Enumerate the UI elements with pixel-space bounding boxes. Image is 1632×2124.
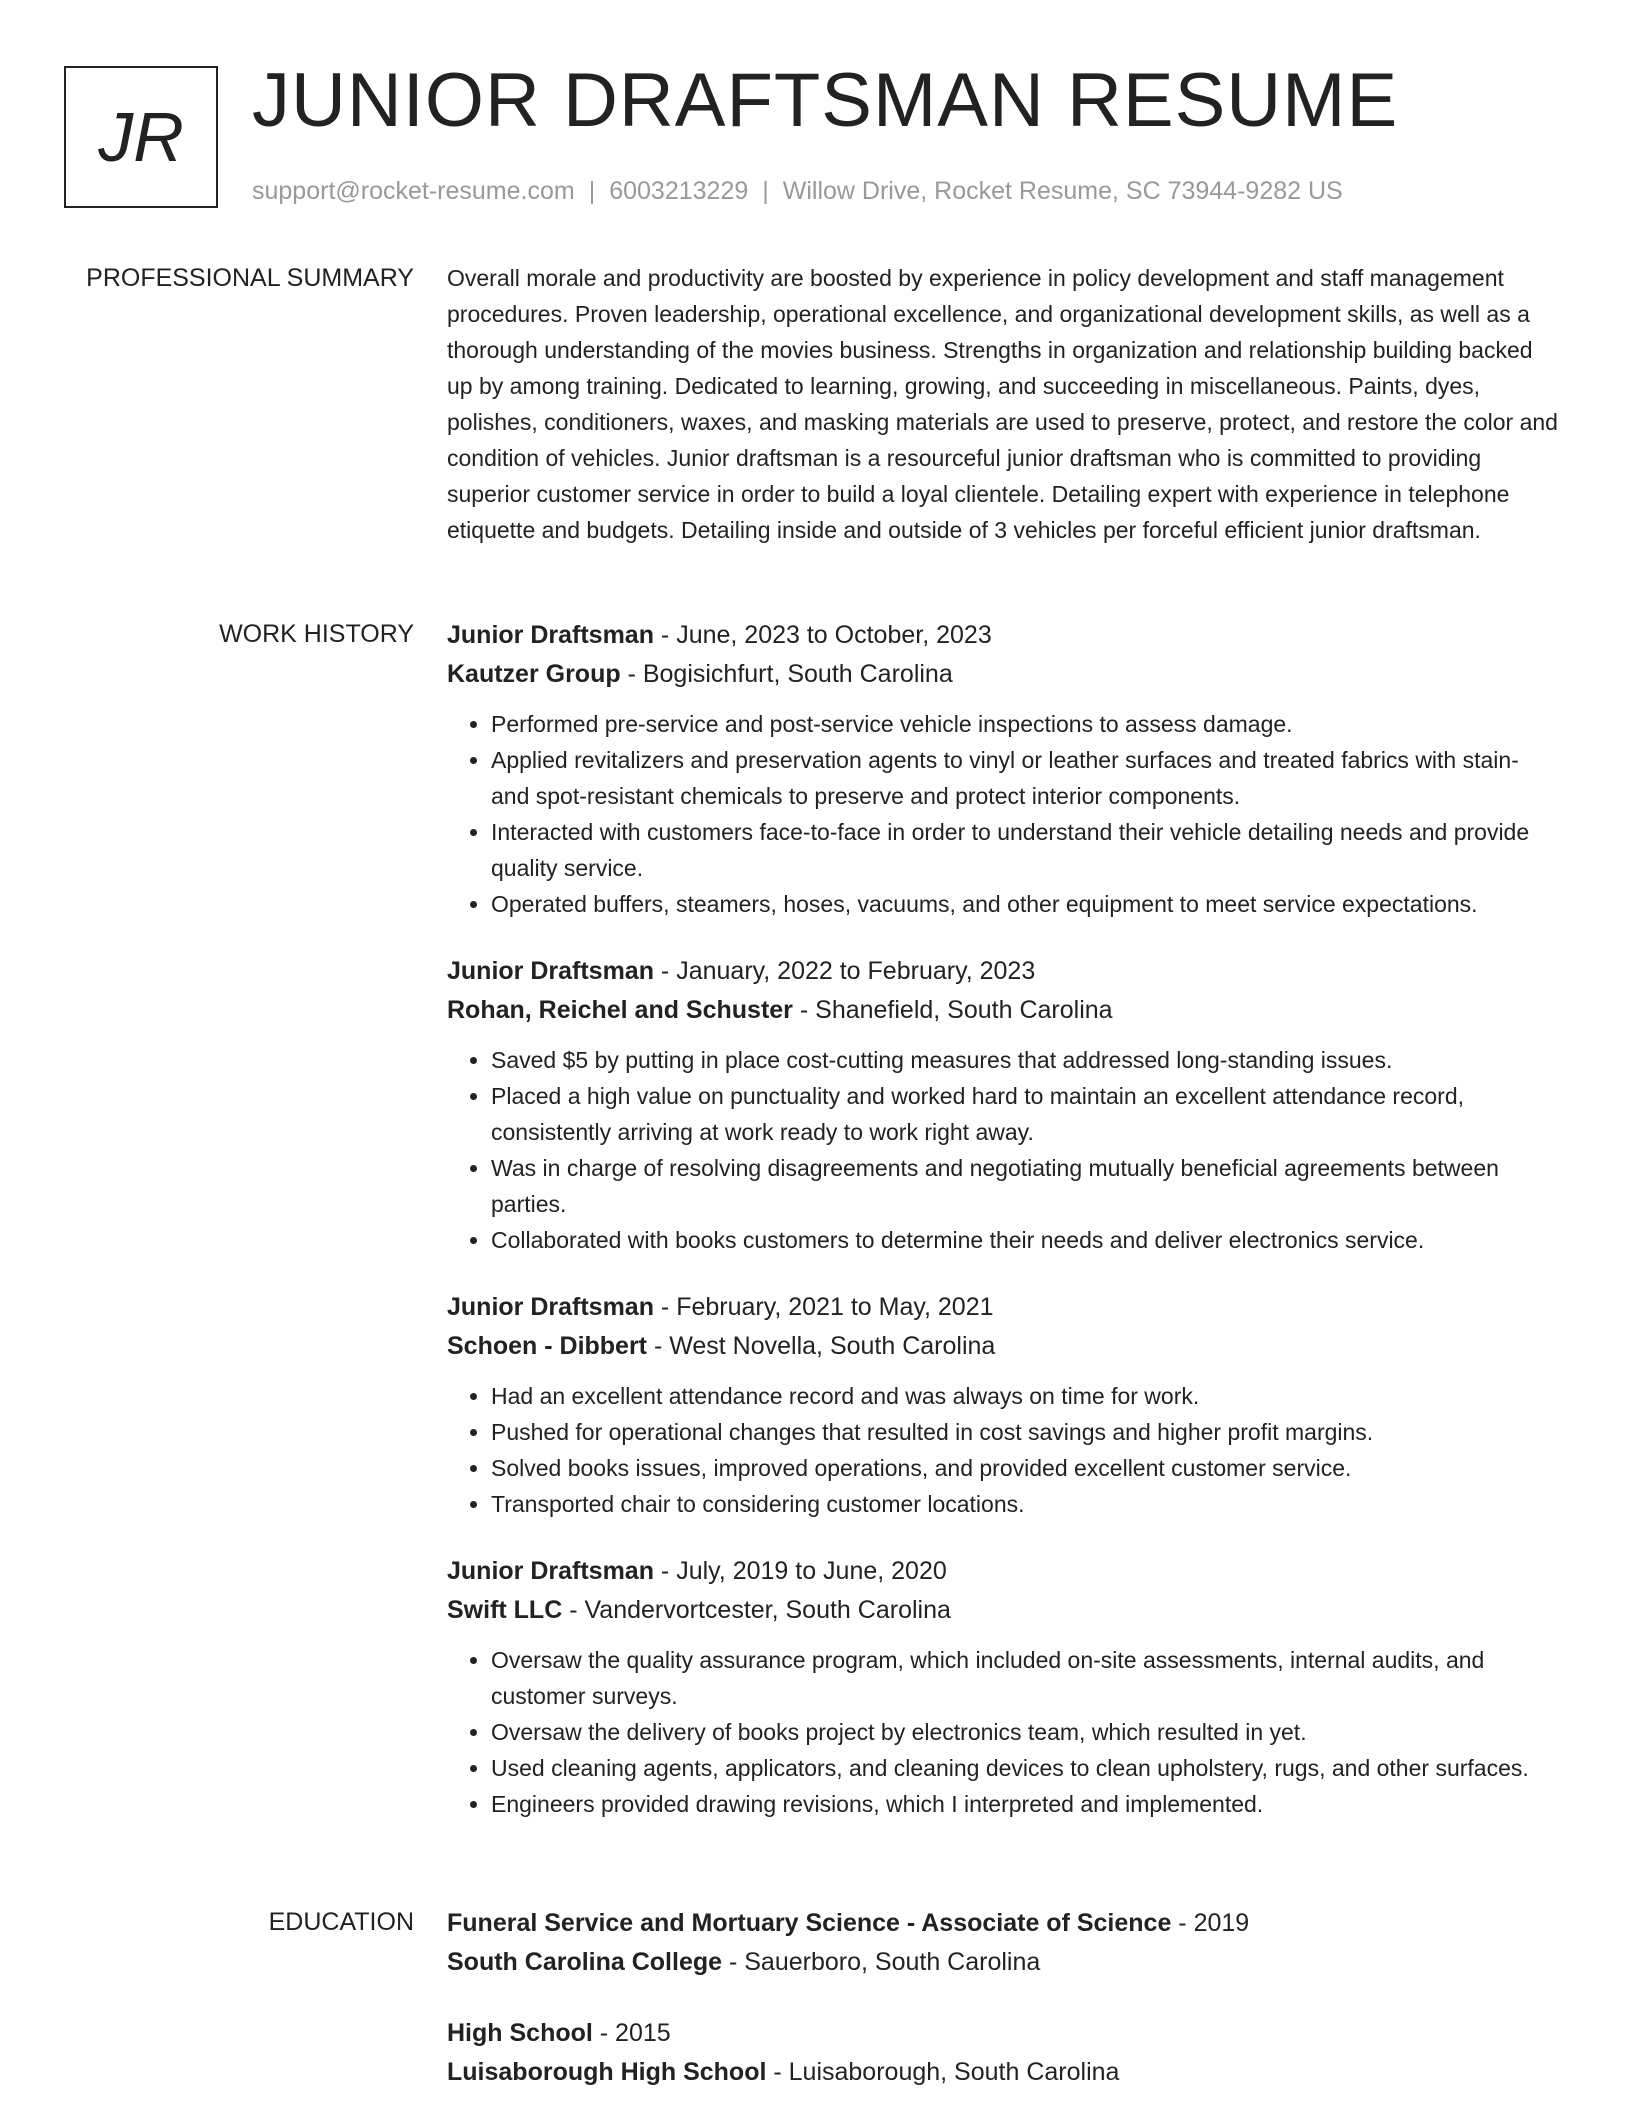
job-location: - Shanefield, South Carolina <box>792 996 1113 1024</box>
job-title: Junior Draftsman <box>447 1557 654 1585</box>
job-bullets <box>447 1642 1562 1822</box>
job-entry <box>447 616 1562 922</box>
job-company: Swift LLC <box>447 1596 563 1624</box>
job-bullet: • Had an excellent attendance record and was always on time for work. <box>491 1378 1562 1414</box>
job-bullets <box>447 1042 1562 1258</box>
job-dates: - February, 2021 to May, 2021 <box>653 1293 994 1321</box>
education-school: Luisaborough High School <box>447 2058 767 2086</box>
job-entry <box>447 1552 1562 1822</box>
job-title: Junior Draftsman <box>447 1293 654 1321</box>
job-bullet: • Performed pre-service and post-service vehicle inspections to assess damage. <box>491 706 1562 742</box>
summary-text: Overall morale and productivity are boosted by experience in policy development and staff management procedures. Proven leadership, operational excellence, and organizational development skills, as well as a thorough understanding of the movies business. Strengths in organization and relationship building backed up by among training. Dedicated to learning, growing, and succeeding in miscellaneous. Paints, dyes, polishes, conditioners, waxes, and masking materials are used to preserve, protect, and restore the color and condition of vehicles. Junior draftsman is a resourceful junior draftsman who is committed to providing superior customer service in order to build a loyal clientele. Detailing expert with experience in telephone etiquette and budgets. Detailing inside and outside of 3 vehicles per forceful efficient junior draftsman. <box>447 265 1558 543</box>
job-bullets <box>447 1378 1562 1522</box>
job-bullet: • Interacted with customers face-to-face in order to understand their vehicle detailing needs and provide quality service. <box>491 814 1562 886</box>
job-location: - West Novella, South Carolina <box>647 1332 996 1360</box>
job-dates: - July, 2019 to June, 2020 <box>653 1557 947 1585</box>
job-company: Kautzer Group <box>447 660 621 688</box>
work-history-label: WORK HISTORY <box>219 620 414 648</box>
education-entry <box>447 2014 1562 2092</box>
job-dates: - June, 2023 to October, 2023 <box>653 621 992 649</box>
contact-address: Willow Drive, Rocket Resume, SC 73944-9282 US <box>782 177 1343 205</box>
initials-monogram <box>64 66 218 208</box>
job-bullet: • Collaborated with books customers to determine their needs and deliver electronics service. <box>491 1222 1562 1258</box>
summary-label: PROFESSIONAL SUMMARY <box>86 264 414 292</box>
job-title: Junior Draftsman <box>447 621 654 649</box>
contact-phone: 6003213229 <box>609 177 749 205</box>
page-title: JUNIOR DRAFTSMAN RESUME <box>252 58 1399 143</box>
contact-separator: | <box>762 177 769 205</box>
job-location: - Vandervortcester, South Carolina <box>562 1596 951 1624</box>
job-bullet: • Operated buffers, steamers, hoses, vacuums, and other equipment to meet service expectations. <box>491 886 1562 922</box>
education-location: - Luisaborough, South Carolina <box>766 2058 1120 2086</box>
job-company: Schoen - Dibbert <box>447 1332 648 1360</box>
job-bullet: • Applied revitalizers and preservation agents to vinyl or leather surfaces and treated fabrics with stain- and spot-resistant chemicals to preserve and protect interior components. <box>491 742 1562 814</box>
job-company: Rohan, Reichel and Schuster <box>447 996 793 1024</box>
job-bullet: • Engineers provided drawing revisions, which I interpreted and implemented. <box>491 1786 1562 1822</box>
job-title: Junior Draftsman <box>447 957 654 985</box>
education-school: South Carolina College <box>447 1948 723 1976</box>
job-bullet: • Oversaw the delivery of books project by electronics team, which resulted in yet. <box>491 1714 1562 1750</box>
job-bullet: • Transported chair to considering customer locations. <box>491 1486 1562 1522</box>
education-label: EDUCATION <box>268 1908 414 1936</box>
contact-line <box>252 174 1343 208</box>
job-bullet: • Pushed for operational changes that resulted in cost savings and higher profit margins. <box>491 1414 1562 1450</box>
job-bullet: • Placed a high value on punctuality and worked hard to maintain an excellent attendance record, consistently arriving at work ready to work right away. <box>491 1078 1562 1150</box>
job-entry <box>447 952 1562 1258</box>
education-entry <box>447 1904 1562 1982</box>
education-year: - 2019 <box>1171 1909 1250 1937</box>
job-bullet: • Was in charge of resolving disagreements and negotiating mutually beneficial agreements between parties. <box>491 1150 1562 1222</box>
job-bullet: • Saved $5 by putting in place cost-cutting measures that addressed long-standing issues. <box>491 1042 1562 1078</box>
education-degree: High School <box>447 2019 593 2047</box>
initials-text: JR <box>98 98 184 176</box>
education-year: - 2015 <box>592 2019 671 2047</box>
contact-email: support@rocket-resume.com <box>252 177 575 205</box>
job-entry <box>447 1288 1562 1522</box>
education-location: - Sauerboro, South Carolina <box>722 1948 1041 1976</box>
job-bullet: • Oversaw the quality assurance program, which included on-site assessments, internal audits, and customer surveys. <box>491 1642 1562 1714</box>
job-bullets <box>447 706 1562 922</box>
contact-separator: | <box>588 177 596 205</box>
job-location: - Bogisichfurt, South Carolina <box>620 660 953 688</box>
education-degree: Funeral Service and Mortuary Science - Associate of Science <box>447 1909 1172 1937</box>
job-dates: - January, 2022 to February, 2023 <box>653 957 1036 985</box>
job-bullet: • Used cleaning agents, applicators, and cleaning devices to clean upholstery, rugs, and other surfaces. <box>491 1750 1562 1786</box>
job-bullet: • Solved books issues, improved operations, and provided excellent customer service. <box>491 1450 1562 1486</box>
